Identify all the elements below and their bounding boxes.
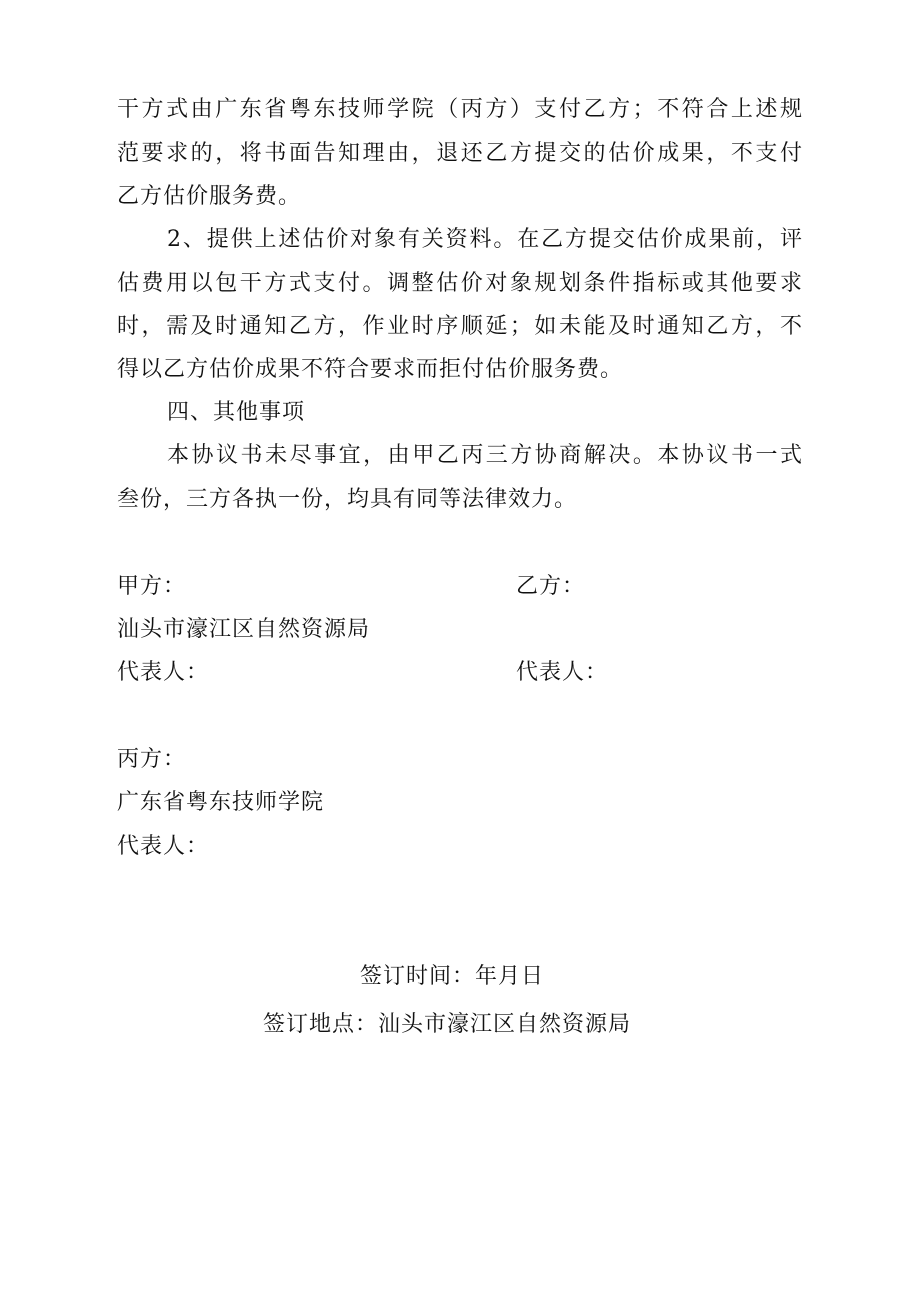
- section4-line2: 叁份，三方各执一份，均具有同等法律效力。: [117, 487, 578, 512]
- clause-para1-line1: 干方式由广东省粤东技师学院（丙方）支付乙方；不符合上述规: [117, 97, 803, 122]
- signing-time: 签订时间：年月日: [360, 964, 545, 989]
- party-c-label: 丙方：: [117, 747, 187, 772]
- party-b-label: 乙方：: [516, 574, 586, 599]
- party-a-name: 汕头市濠江区自然资源局: [117, 617, 371, 642]
- party-a-representative-label: 代表人：: [117, 660, 210, 685]
- clause-para1-line3: 乙方估价服务费。: [117, 184, 302, 209]
- party-c-representative-label: 代表人：: [117, 834, 210, 859]
- clause-para2-line2: 估费用以包干方式支付。调整估价对象规划条件指标或其他要求: [117, 271, 803, 296]
- party-a-label: 甲方：: [117, 574, 187, 599]
- clause-para2-line3: 时，需及时通知乙方，作业时序顺延；如未能及时通知乙方，不: [117, 314, 803, 339]
- section4-line1: 本协议书未尽事宜，由甲乙丙三方协商解决。本协议书一式: [167, 443, 803, 468]
- section-heading: 四、其他事项: [167, 400, 306, 425]
- party-b-representative-label: 代表人：: [516, 660, 609, 685]
- clause-para1-line2: 范要求的，将书面告知理由，退还乙方提交的估价成果，不支付: [117, 141, 803, 166]
- clause-para2-line1: 2、提供上述估价对象有关资料。在乙方提交估价成果前，评: [167, 227, 803, 252]
- party-c-name: 广东省粤东技师学院: [117, 790, 325, 815]
- signing-place: 签订地点：汕头市濠江区自然资源局: [263, 1012, 632, 1037]
- clause-para2-line4: 得以乙方估价成果不符合要求而拒付估价服务费。: [117, 357, 624, 382]
